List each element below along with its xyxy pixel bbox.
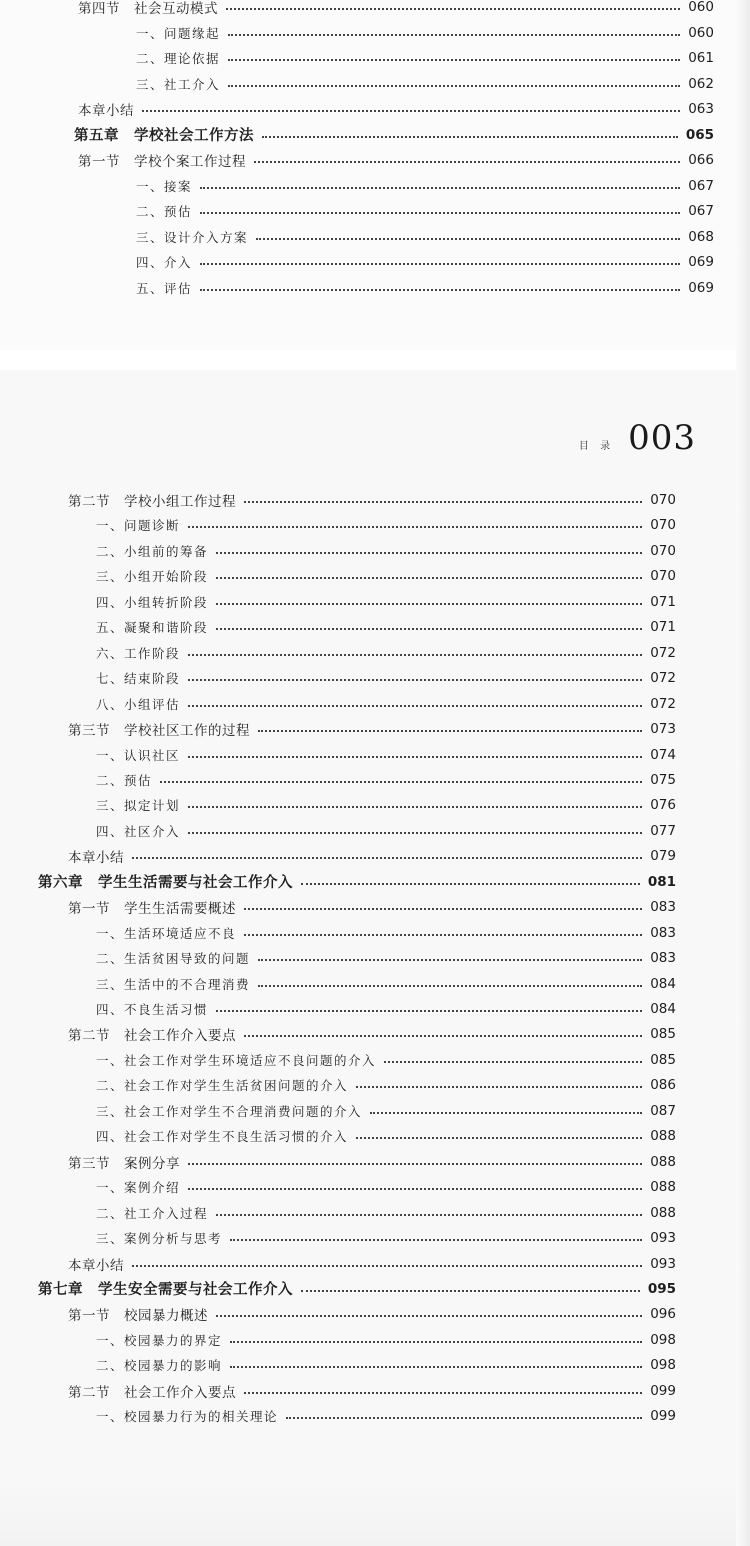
toc-entry-title: 一、校园暴力行为的相关理论 [96, 1409, 279, 1425]
dot-leader [216, 1315, 642, 1317]
toc-entry-title: 第三节 学校社区工作的过程 [68, 723, 250, 740]
dot-leader [188, 679, 642, 681]
toc-entry-item [96, 641, 676, 665]
toc-entry-title: 第一节 校园暴力概述 [68, 1308, 208, 1325]
dot-leader [301, 883, 640, 885]
toc-entry-summary [68, 1252, 676, 1276]
toc-entry-item [96, 1201, 676, 1225]
toc-entry-title: 二、预估 [136, 204, 193, 219]
toc-entry-section [68, 1302, 676, 1326]
dot-leader [160, 781, 642, 783]
toc-entry-item [96, 1328, 676, 1352]
toc-entry-page: 087 [650, 1102, 676, 1119]
dot-leader [230, 1366, 642, 1368]
toc-entry-page: 085 [650, 1026, 676, 1043]
toc-entry-page: 074 [650, 746, 676, 763]
toc-entry-title: 四、小组转折阶段 [96, 594, 209, 610]
dot-leader [230, 1341, 642, 1343]
dot-leader [230, 1239, 642, 1241]
toc-entry-page: 083 [650, 950, 676, 967]
toc-entry-page: 096 [650, 1306, 676, 1323]
toc-entry-item [96, 692, 676, 716]
dot-leader [262, 136, 678, 138]
toc-entry-page: 070 [650, 492, 676, 508]
toc-entry-title: 一、接案 [136, 178, 193, 194]
dot-leader [188, 1163, 642, 1165]
dot-leader [188, 1188, 642, 1190]
dot-leader [200, 212, 680, 214]
dot-leader [188, 654, 642, 656]
toc-entry-item [96, 743, 676, 767]
toc-entry-item [136, 46, 714, 70]
dot-leader [228, 85, 680, 87]
toc-entry-title: 三、小组开始阶段 [96, 569, 209, 585]
toc-entry-title: 二、理论依据 [136, 51, 221, 66]
toc-entry-chapter [38, 1277, 676, 1301]
toc-entry-title: 三、生活中的不合理消费 [96, 976, 251, 992]
toc-entry-page: 088 [650, 1153, 676, 1170]
toc-entry-page: 088 [650, 1204, 676, 1221]
dot-leader [356, 1137, 642, 1139]
dot-leader [216, 603, 642, 605]
dot-leader [370, 1112, 642, 1114]
toc-entry-page: 060 [688, 0, 714, 15]
toc-entry-page: 068 [688, 228, 714, 245]
toc-entry-item [96, 1175, 676, 1199]
toc-entry-item [96, 1124, 676, 1148]
toc-entry-item [96, 1353, 676, 1377]
dot-leader [216, 577, 642, 579]
header-label: 目 录 [578, 441, 615, 452]
toc-entry-section [68, 1379, 676, 1403]
toc-entry-item [96, 1226, 676, 1250]
toc-entry-summary [68, 844, 676, 868]
toc-entry-title: 第五章 学校社会工作方法 [74, 128, 254, 144]
toc-entry-page: 081 [647, 873, 676, 890]
dot-leader [188, 806, 642, 808]
dot-leader [188, 756, 642, 758]
dot-leader [356, 1086, 642, 1088]
toc-entry-section [78, 148, 714, 172]
toc-entry-title: 三、社工介入 [136, 76, 221, 92]
toc-entry-title: 六、工作阶段 [96, 645, 181, 661]
toc-entry-page: 093 [650, 1230, 676, 1247]
toc-entry-item [96, 819, 676, 843]
toc-entry-title: 二、社会工作对学生生活贫困问题的介入 [96, 1078, 349, 1094]
toc-entry-title: 一、问题缘起 [136, 25, 221, 41]
toc-entry-item [136, 199, 714, 223]
dot-leader [228, 34, 680, 36]
toc-entry-title: 本章小结 [68, 1257, 124, 1274]
toc-entry-page: 070 [650, 542, 676, 559]
toc-entry-item [96, 1073, 676, 1097]
toc-entry-page: 070 [650, 517, 676, 534]
toc-entry-title: 七、结束阶段 [96, 671, 181, 687]
toc-entry-page: 083 [650, 899, 676, 916]
toc-entry-item [96, 590, 676, 614]
toc-entry-section [68, 488, 676, 512]
toc-entry-item [96, 768, 676, 792]
toc-entry-title: 二、社工介入过程 [96, 1205, 209, 1221]
toc-entry-page: 071 [650, 619, 676, 636]
toc-entry-page: 083 [650, 924, 676, 941]
toc-entry-page: 095 [647, 1280, 676, 1297]
dot-leader [228, 59, 680, 61]
toc-entry-title: 三、案例分析与思考 [96, 1231, 223, 1247]
toc-entry-item [96, 793, 676, 817]
toc-entry-title: 一、校园暴力的界定 [96, 1332, 223, 1348]
toc-entry-page: 067 [688, 203, 714, 219]
toc-entry-title: 一、生活环境适应不良 [96, 925, 237, 941]
toc-entry-title: 本章小结 [78, 103, 134, 119]
dot-leader [254, 161, 680, 163]
toc-entry-page: 072 [650, 670, 676, 687]
toc-entry-section [68, 895, 676, 919]
toc-entry-page: 088 [650, 1128, 676, 1145]
dot-leader [200, 289, 680, 291]
toc-entry-title: 二、预估 [96, 772, 153, 788]
toc-entry-item [136, 174, 714, 198]
toc-entry-item [96, 615, 676, 639]
toc-entry-page: 066 [688, 152, 714, 168]
toc-entry-item [136, 225, 714, 249]
toc-entry-page: 085 [650, 1051, 676, 1068]
toc-entry-title: 三、拟定计划 [96, 798, 181, 814]
toc-entry-page: 098 [650, 1357, 676, 1374]
toc-entry-page: 069 [688, 279, 714, 296]
dot-leader [188, 526, 642, 528]
dot-leader [258, 985, 642, 987]
toc-entry-title: 一、社会工作对学生环境适应不良问题的介入 [96, 1052, 377, 1068]
dot-leader [244, 908, 642, 910]
toc-entry-page: 072 [650, 644, 676, 661]
dot-leader [216, 1214, 642, 1216]
toc-entry-page: 084 [650, 1001, 676, 1017]
toc-entry-page: 060 [688, 24, 714, 41]
toc-entry-page: 065 [685, 126, 714, 143]
dot-leader [142, 110, 680, 112]
dot-leader [132, 857, 642, 859]
toc-entry-page: 093 [650, 1255, 676, 1272]
toc-entry-page: 077 [650, 822, 676, 839]
toc-entry-title: 四、不良生活习惯 [96, 1002, 209, 1017]
toc-entry-page: 098 [650, 1331, 676, 1348]
toc-entry-item [136, 21, 714, 45]
dot-leader [244, 501, 642, 503]
toc-entry-item [136, 276, 714, 300]
toc-entry-item [136, 72, 714, 96]
toc-entry-section [68, 717, 676, 741]
dot-leader [188, 832, 642, 834]
toc-entry-title: 第三节 案例分享 [68, 1155, 180, 1172]
dot-leader [188, 705, 642, 707]
toc-entry-title: 一、案例介绍 [96, 1180, 181, 1196]
toc-entry-item [96, 539, 676, 563]
toc-entry-title: 二、小组前的筹备 [96, 543, 209, 559]
toc-entry-page: 062 [688, 75, 714, 92]
toc-entry-page: 071 [650, 593, 676, 610]
dot-leader [244, 934, 642, 936]
dot-leader [200, 263, 680, 265]
toc-entry-title: 第二节 社会工作介入要点 [68, 1384, 236, 1401]
toc-entry-title: 五、评估 [136, 280, 193, 296]
dot-leader [244, 1392, 642, 1394]
toc-entry-item [136, 250, 714, 274]
toc-entry-title: 八、小组评估 [96, 696, 181, 712]
dot-leader [301, 1290, 640, 1292]
toc-entry-title: 第四节 社会互动模式 [78, 1, 218, 17]
dot-leader [286, 1417, 642, 1419]
toc-entry-section [78, 0, 714, 19]
toc-entry-title: 五、凝聚和谐阶段 [96, 620, 209, 636]
toc-entry-page: 061 [688, 50, 714, 66]
dot-leader [226, 8, 680, 10]
toc-entry-item [96, 564, 676, 588]
dot-leader [216, 552, 642, 554]
toc-entry-section [68, 1022, 676, 1046]
toc-entry-page: 063 [688, 101, 714, 117]
toc-entry-title: 三、设计介入方案 [136, 229, 249, 245]
toc-entry-title: 一、认识社区 [96, 747, 181, 763]
dot-leader [258, 959, 642, 961]
toc-entry-page: 076 [650, 797, 676, 814]
toc-entry-page: 075 [650, 771, 676, 788]
toc-entry-summary [78, 97, 714, 121]
toc-entry-item [96, 972, 676, 996]
toc-entry-item [96, 1404, 676, 1428]
dot-leader [200, 187, 680, 189]
toc-entry-page: 067 [688, 177, 714, 194]
toc-entry-title: 二、校园暴力的影响 [96, 1358, 223, 1374]
toc-entry-title: 二、生活贫困导致的问题 [96, 951, 251, 967]
toc-entry-item [96, 513, 676, 537]
toc-entry-title: 四、介入 [136, 255, 193, 270]
toc-entry-page: 099 [650, 1408, 676, 1425]
toc-entry-page: 079 [650, 848, 676, 865]
toc-entry-title: 第二节 学校小组工作过程 [68, 494, 236, 510]
toc-entry-page: 073 [650, 721, 676, 738]
header-page-number: 003 [628, 418, 696, 458]
toc-entry-page: 086 [650, 1077, 676, 1094]
toc-entry-title: 第七章 学生安全需要与社会工作介入 [38, 1282, 293, 1299]
toc-entry-title: 四、社会工作对学生不良生活习惯的介入 [96, 1129, 349, 1145]
dot-leader [216, 628, 642, 630]
dot-leader [384, 1061, 642, 1063]
toc-entry-title: 第六章 学生生活需要与社会工作介入 [38, 875, 293, 892]
toc-entry-item [96, 997, 676, 1021]
dot-leader [132, 1265, 642, 1267]
toc-entry-title: 本章小结 [68, 850, 124, 867]
toc-entry-item [96, 946, 676, 970]
toc-entry-page: 072 [650, 695, 676, 712]
toc-entry-item [96, 921, 676, 945]
toc-entry-item [96, 666, 676, 690]
dot-leader [244, 1035, 642, 1037]
dot-leader [216, 1010, 642, 1012]
toc-entry-title: 第一节 学生生活需要概述 [68, 901, 236, 918]
toc-entry-title: 第二节 社会工作介入要点 [68, 1028, 236, 1045]
toc-entry-title: 第一节 学校个案工作过程 [78, 154, 246, 170]
toc-entry-page: 099 [650, 1382, 676, 1399]
toc-entry-page: 088 [650, 1179, 676, 1196]
dot-leader [256, 238, 680, 240]
toc-entry-title: 四、社区介入 [96, 823, 181, 839]
toc-entry-page: 070 [650, 568, 676, 585]
toc-entry-chapter [74, 123, 714, 147]
toc-entry-title: 三、社会工作对学生不合理消费问题的介入 [96, 1103, 363, 1119]
toc-entry-title: 一、问题诊断 [96, 518, 181, 534]
toc-entry-page: 084 [650, 975, 676, 992]
toc-entry-item [96, 1048, 676, 1072]
dot-leader [258, 730, 642, 732]
toc-entry-item [96, 1099, 676, 1123]
toc-entry-page: 069 [688, 254, 714, 270]
toc-entry-chapter [38, 870, 676, 894]
toc-entry-section [68, 1150, 676, 1174]
